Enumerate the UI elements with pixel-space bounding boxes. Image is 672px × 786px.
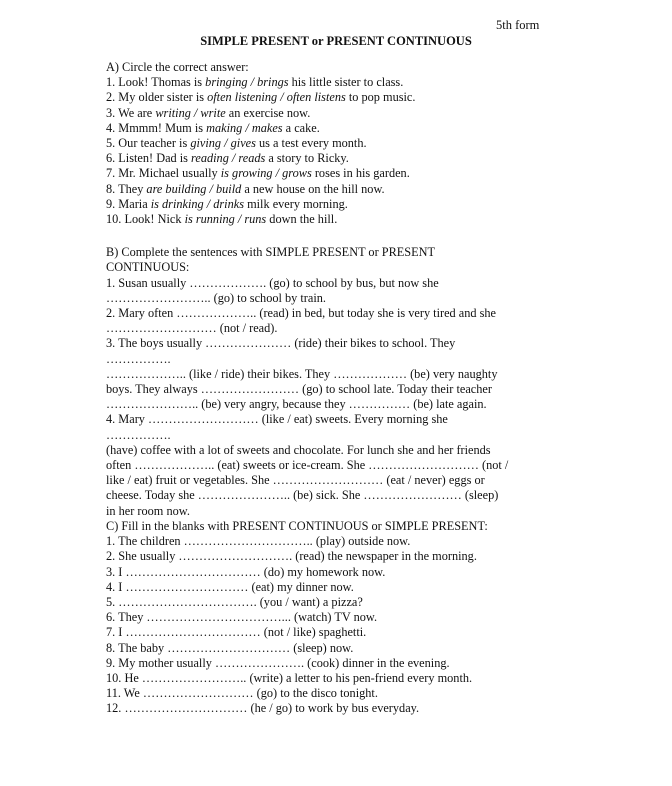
answer-options[interactable]: giving / gives (190, 136, 256, 151)
section-b-line: (have) coffee with a lot of sweets and chocolate. For lunch she and her friends (106, 442, 491, 457)
section-c-item: 10. He …………………….. (write) a letter to his pen-friend every month. (106, 670, 473, 685)
section-b-line: ………………….. (be) very angry, because they …………… (be) late again. (106, 397, 487, 412)
page-title: SIMPLE PRESENT or PRESENT CONTINUOUS (200, 34, 472, 48)
item-text: an exercise now. (225, 105, 311, 120)
section-b-list (106, 276, 551, 519)
section-b-line: 4. Mary ……………………… (like / eat) sweets. Every morning she (106, 412, 448, 427)
section-a-item (106, 151, 551, 166)
section-b-line: ……………….. (like / ride) their bikes. They ……………… (be) very naughty (106, 366, 498, 381)
section-a-list (106, 75, 551, 227)
item-text: a new house on the hill now. (241, 181, 385, 196)
section-b-line: in her room now. (106, 503, 190, 518)
section-b-line: like / eat) fruit or vegetables. She ……………………… (eat / never) eggs or (106, 473, 485, 488)
section-b-line: 2. Mary often ……………….. (read) in bed, but today she is very tired and she (106, 306, 496, 321)
item-text: 4. Mmmm! Mum is (106, 120, 207, 135)
item-text: milk every morning. (244, 196, 348, 211)
item-text: 7. Mr. Michael usually (106, 166, 221, 181)
answer-options[interactable]: writing / write (155, 105, 226, 120)
section-b-line: …………………….. (go) to school by train. (106, 290, 326, 305)
section-c-item: 8. The baby ………………………… (sleep) now. (106, 640, 354, 655)
worksheet-content (106, 60, 551, 717)
item-text: 9. Maria (106, 196, 151, 211)
section-b-line: 1. Susan usually ………………. (go) to school by bus, but now she (106, 275, 439, 290)
section-b-line: ……………. (106, 427, 171, 442)
section-b-line: boys. They always …………………… (go) to school late. Today their teacher (106, 382, 492, 397)
answer-options[interactable]: making / makes (206, 120, 283, 135)
item-text: 5. Our teacher is (106, 136, 191, 151)
section-b-line: often ……………….. (eat) sweets or ice-cream. She ……………………… (not / (106, 458, 509, 473)
section-c-item: 11. We ……………………… (go) to the disco tonight. (106, 686, 378, 701)
section-c-item: 3. I …………………………… (do) my homework now. (106, 564, 386, 579)
section-a-item (106, 182, 551, 197)
item-text: 10. Look! Nick (106, 212, 185, 227)
section-c-item: 9. My mother usually …………………. (cook) dinner in the evening. (106, 655, 450, 670)
item-text: 3. We are (106, 105, 156, 120)
item-text: roses in his garden. (311, 166, 410, 181)
section-a-item (106, 212, 551, 227)
item-text: to pop music. (345, 90, 416, 105)
section-c-item: 2. She usually ………………………. (read) the newspaper in the morning. (106, 549, 477, 564)
item-text: a story to Ricky. (265, 151, 349, 166)
section-b-line: 3. The boys usually ………………… (ride) their bikes to school. They (106, 336, 456, 351)
section-c-item: 6. They ……………………………... (watch) TV now. (106, 610, 378, 625)
item-text: a cake. (282, 120, 320, 135)
answer-options[interactable]: is growing / grows (220, 166, 312, 181)
answer-options[interactable]: is drinking / drinks (150, 196, 244, 211)
form-label: 5th form (496, 18, 540, 32)
section-c-heading: C) Fill in the blanks with PRESENT CONTINUOUS or SIMPLE PRESENT: (106, 518, 488, 533)
item-text: down the hill. (266, 212, 338, 227)
section-b-heading (106, 245, 551, 275)
section-a-item (106, 75, 551, 90)
item-text: 6. Listen! Dad is (106, 151, 192, 166)
section-spacer (106, 227, 551, 245)
section-a-item (106, 197, 551, 212)
section-b-line: cheese. Today she ………………….. (be) sick. She …………………… (sleep) (106, 488, 499, 503)
section-a-heading: A) Circle the correct answer: (106, 60, 249, 74)
item-text: 2. My older sister is (106, 90, 208, 105)
section-c-item: 1. The children ………………………….. (play) outside now. (106, 534, 411, 549)
section-a-item (106, 106, 551, 121)
answer-options[interactable]: often listening / often listens (207, 90, 346, 105)
section-b-line: ……………. (106, 351, 171, 366)
item-text: 1. Look! Thomas is (106, 75, 206, 90)
section-c-list (106, 534, 551, 716)
section-b-heading-line: CONTINUOUS: (106, 260, 190, 275)
answer-options[interactable]: is running / runs (184, 212, 267, 227)
section-a-item (106, 166, 551, 181)
answer-options[interactable]: bringing / brings (205, 75, 289, 90)
answer-options[interactable]: are building / build (146, 181, 242, 196)
answer-options[interactable]: reading / reads (191, 151, 266, 166)
section-b-line: ……………………… (not / read). (106, 321, 278, 336)
section-c-item: 4. I ………………………… (eat) my dinner now. (106, 579, 354, 594)
section-c-item: 7. I …………………………… (not / like) spaghetti. (106, 625, 367, 640)
item-text: 8. They (106, 181, 147, 196)
section-b-heading-line: B) Complete the sentences with SIMPLE PRESENT or PRESENT (106, 245, 436, 260)
section-c-item: 5. ……………………………. (you / want) a pizza? (106, 594, 363, 609)
section-a-item (106, 90, 551, 105)
section-a-item (106, 121, 551, 136)
section-c-item: 12. ………………………… (he / go) to work by bus everyday. (106, 701, 420, 716)
item-text: his little sister to class. (288, 75, 404, 90)
item-text: us a test every month. (255, 136, 367, 151)
section-a-item (106, 136, 551, 151)
